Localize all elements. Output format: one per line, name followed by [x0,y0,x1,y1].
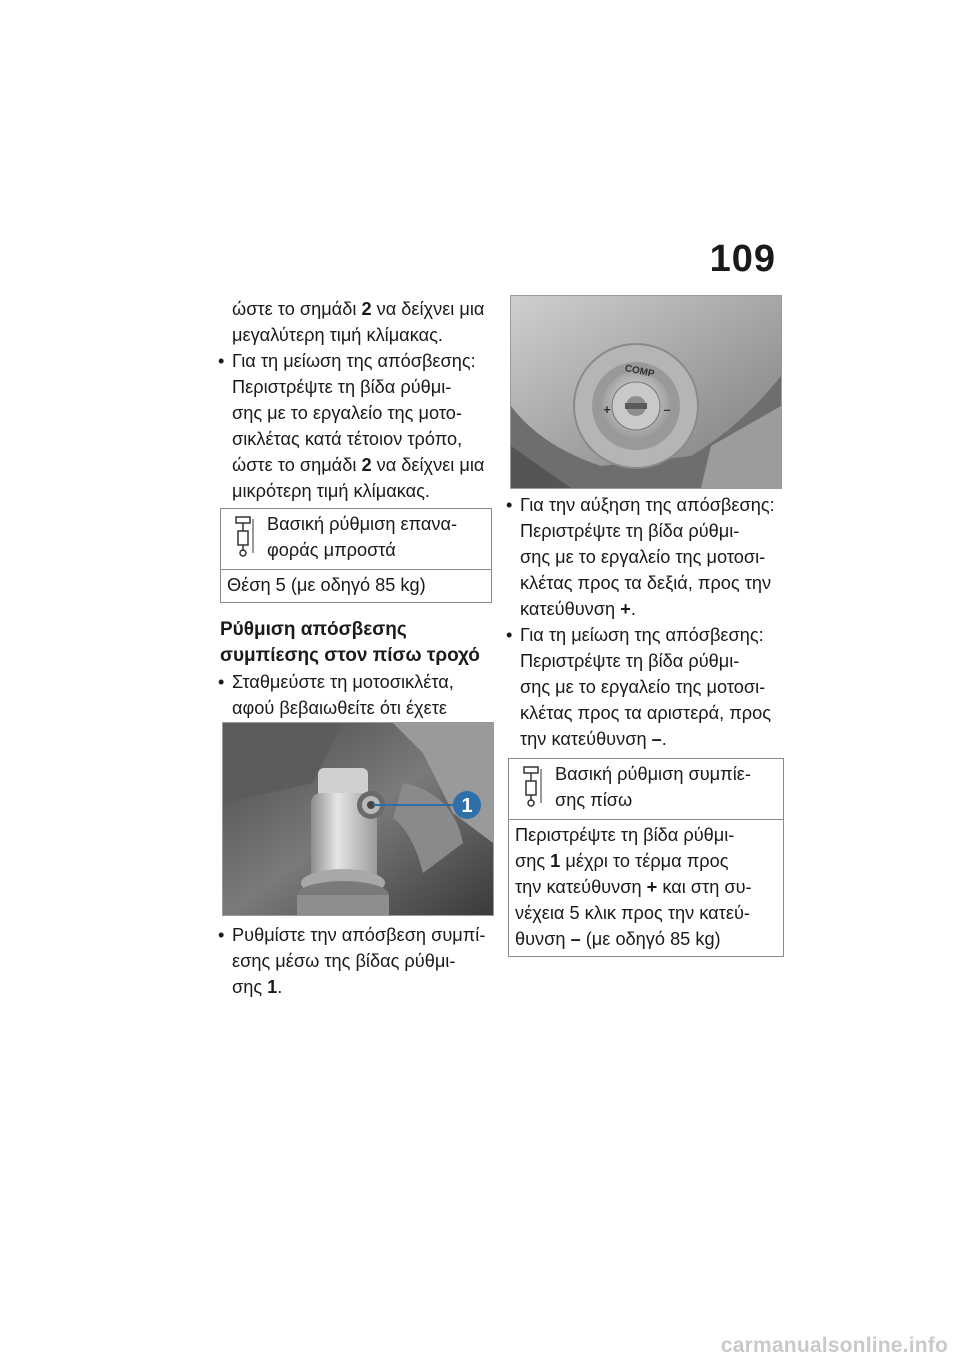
left-column [220,296,492,773]
plus-marker: + [603,402,611,417]
comp-label: COMP [623,363,656,381]
info-box-front-rebound [220,508,492,603]
minus-marker: – [663,402,671,417]
page-number: 109 [709,238,776,280]
section-heading: Ρύθμιση απόσβεσης συμπίεσης στον πίσω τροχό [220,619,480,666]
bullet-park: • Σταθμεύστε τη μοτοσικλέτα, αφού βεβαιωθείτε ότι έχετε [220,669,492,773]
photo-callout-1: 1 [461,795,473,817]
paragraph: ώστε το σημάδι 2 να δείχνει μια μεγαλύτερη τιμή κλίμακας. [232,299,485,345]
info-box-rear-compression [508,758,784,957]
info-box-body: Περιστρέψτε τη βίδα ρύθμι- σης 1 μέχρι το τέρμα προς την κατεύθυνση + και στη συ- νέχεια 5 κλικ προς την κατεύ- θυνση – (με οδηγό 85 kg) [515,825,752,949]
watermark: carmanualsonline.info [720,1334,948,1357]
rear-shock-photo [222,722,494,916]
info-box-value: Θέση 5 (με οδηγό 85 kg) [227,575,426,595]
left-column-bottom [220,922,492,1000]
shock-absorber-icon [221,511,267,563]
bullet-reduce-damping: • Για τη μείωση της απόσβεσης: Περιστρέψτε τη βίδα ρύθμι- σης με το εργαλείο της μοτο- σικλέτας κατά τέτοιον τρόπο, ώστε το σημάδι 2 να δείχνει μια μικρότερη τιμή κλίμακας. [220,348,492,504]
info-box-title: Βασική ρύθμιση συμπίε- σης πίσω [555,764,751,810]
bullet-adjust-compression: • Ρυθμίστε την απόσβεση συμπί- εσης μέσω της βίδας ρύθμι- σης 1. [220,922,492,1000]
right-column [508,492,784,957]
comp-adjuster-photo [510,295,782,489]
bullet-increase-damping: • Για την αύξηση της απόσβεσης: Περιστρέψτε τη βίδα ρύθμι- σης με το εργαλείο της μοτοσι- κλέτας προς τα δεξιά, προς την κατεύθυνση +. [508,492,784,622]
shock-absorber-icon [509,761,555,813]
bullet-decrease-damping: • Για τη μείωση της απόσβεσης: Περιστρέψτε τη βίδα ρύθμι- σης με το εργαλείο της μοτοσι- κλέτας προς τα αριστερά, προς την κατεύθυνση –. [508,622,784,752]
info-box-title: Βασική ρύθμιση επανα- φοράς μπροστά [267,514,458,560]
